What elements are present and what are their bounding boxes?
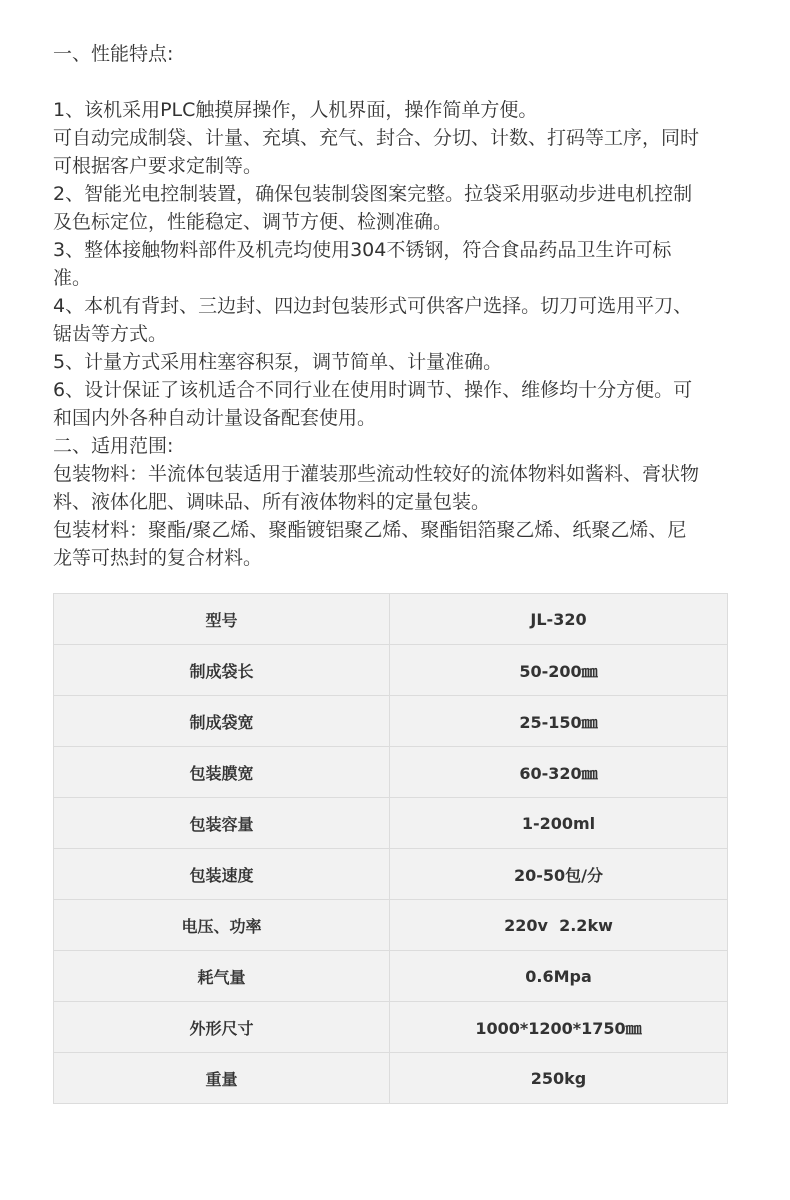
spec-value: 20-50包/分 — [390, 849, 728, 900]
table-row — [54, 594, 728, 645]
table-row — [54, 645, 728, 696]
scope-line: 料、液体化肥、调味品、所有液体物料的定量包装。 — [53, 491, 491, 513]
spec-value: 220v 2.2kw — [390, 900, 728, 951]
feature-line: 可自动完成制袋、计量、充填、充气、封合、分切、计数、打码等工序，同时 — [53, 127, 700, 149]
feature-line: 及色标定位，性能稳定、调节方便、检测准确。 — [53, 211, 453, 233]
table-row — [54, 900, 728, 951]
spec-value: 1000*1200*1750㎜ — [390, 1002, 728, 1053]
section-heading-scope: 二、适用范围: — [53, 435, 174, 457]
spec-value: 50-200㎜ — [390, 645, 728, 696]
spec-label: 电压、功率 — [54, 900, 390, 951]
table-row — [54, 951, 728, 1002]
feature-line: 和国内外各种自动计量设备配套使用。 — [53, 407, 377, 429]
feature-line: 2、智能光电控制装置，确保包装制袋图案完整。拉袋采用驱动步进电机控制 — [53, 183, 693, 205]
scope-line: 龙等可热封的复合材料。 — [53, 547, 263, 569]
spec-label: 包装速度 — [54, 849, 390, 900]
spec-value: 60-320㎜ — [390, 747, 728, 798]
spec-value: 25-150㎜ — [390, 696, 728, 747]
feature-line: 4、本机有背封、三边封、四边封包装形式可供客户选择。切刀可选用平刀、 — [53, 295, 693, 317]
feature-line: 5、计量方式采用柱塞容积泵，调节简单、计量准确。 — [53, 351, 503, 373]
feature-line: 锯齿等方式。 — [53, 323, 168, 345]
document-body — [53, 40, 743, 572]
spec-value: JL-320 — [390, 594, 728, 645]
feature-line: 可根据客户要求定制等。 — [53, 155, 263, 177]
spec-label: 制成袋长 — [54, 645, 390, 696]
table-row — [54, 1002, 728, 1053]
feature-line: 1、该机采用PLC触摸屏操作，人机界面，操作简单方便。 — [53, 99, 538, 121]
spec-label: 外形尺寸 — [54, 1002, 390, 1053]
spec-value: 0.6Mpa — [390, 951, 728, 1002]
spec-label: 包装容量 — [54, 798, 390, 849]
spec-label: 包装膜宽 — [54, 747, 390, 798]
scope-line: 包装物料：半流体包装适用于灌装那些流动性较好的流体物料如酱料、膏状物 — [53, 463, 700, 485]
scope-line: 包装材料：聚酯/聚乙烯、聚酯镀铝聚乙烯、聚酯铝箔聚乙烯、纸聚乙烯、尼 — [53, 519, 687, 541]
spec-value: 1-200ml — [390, 798, 728, 849]
spec-label: 型号 — [54, 594, 390, 645]
spec-label: 制成袋宽 — [54, 696, 390, 747]
spec-table — [53, 593, 728, 1104]
feature-line: 3、整体接触物料部件及机壳均使用304不锈钢，符合食品药品卫生许可标 — [53, 239, 672, 261]
table-row — [54, 696, 728, 747]
spec-label: 耗气量 — [54, 951, 390, 1002]
table-row — [54, 747, 728, 798]
table-row — [54, 849, 728, 900]
spec-label: 重量 — [54, 1053, 390, 1104]
feature-line: 准。 — [53, 267, 92, 289]
table-row — [54, 1053, 728, 1104]
blank-line — [53, 68, 743, 96]
section-heading-features: 一、性能特点: — [53, 43, 174, 65]
feature-line: 6、设计保证了该机适合不同行业在使用时调节、操作、维修均十分方便。可 — [53, 379, 693, 401]
table-row — [54, 798, 728, 849]
spec-value: 250kg — [390, 1053, 728, 1104]
